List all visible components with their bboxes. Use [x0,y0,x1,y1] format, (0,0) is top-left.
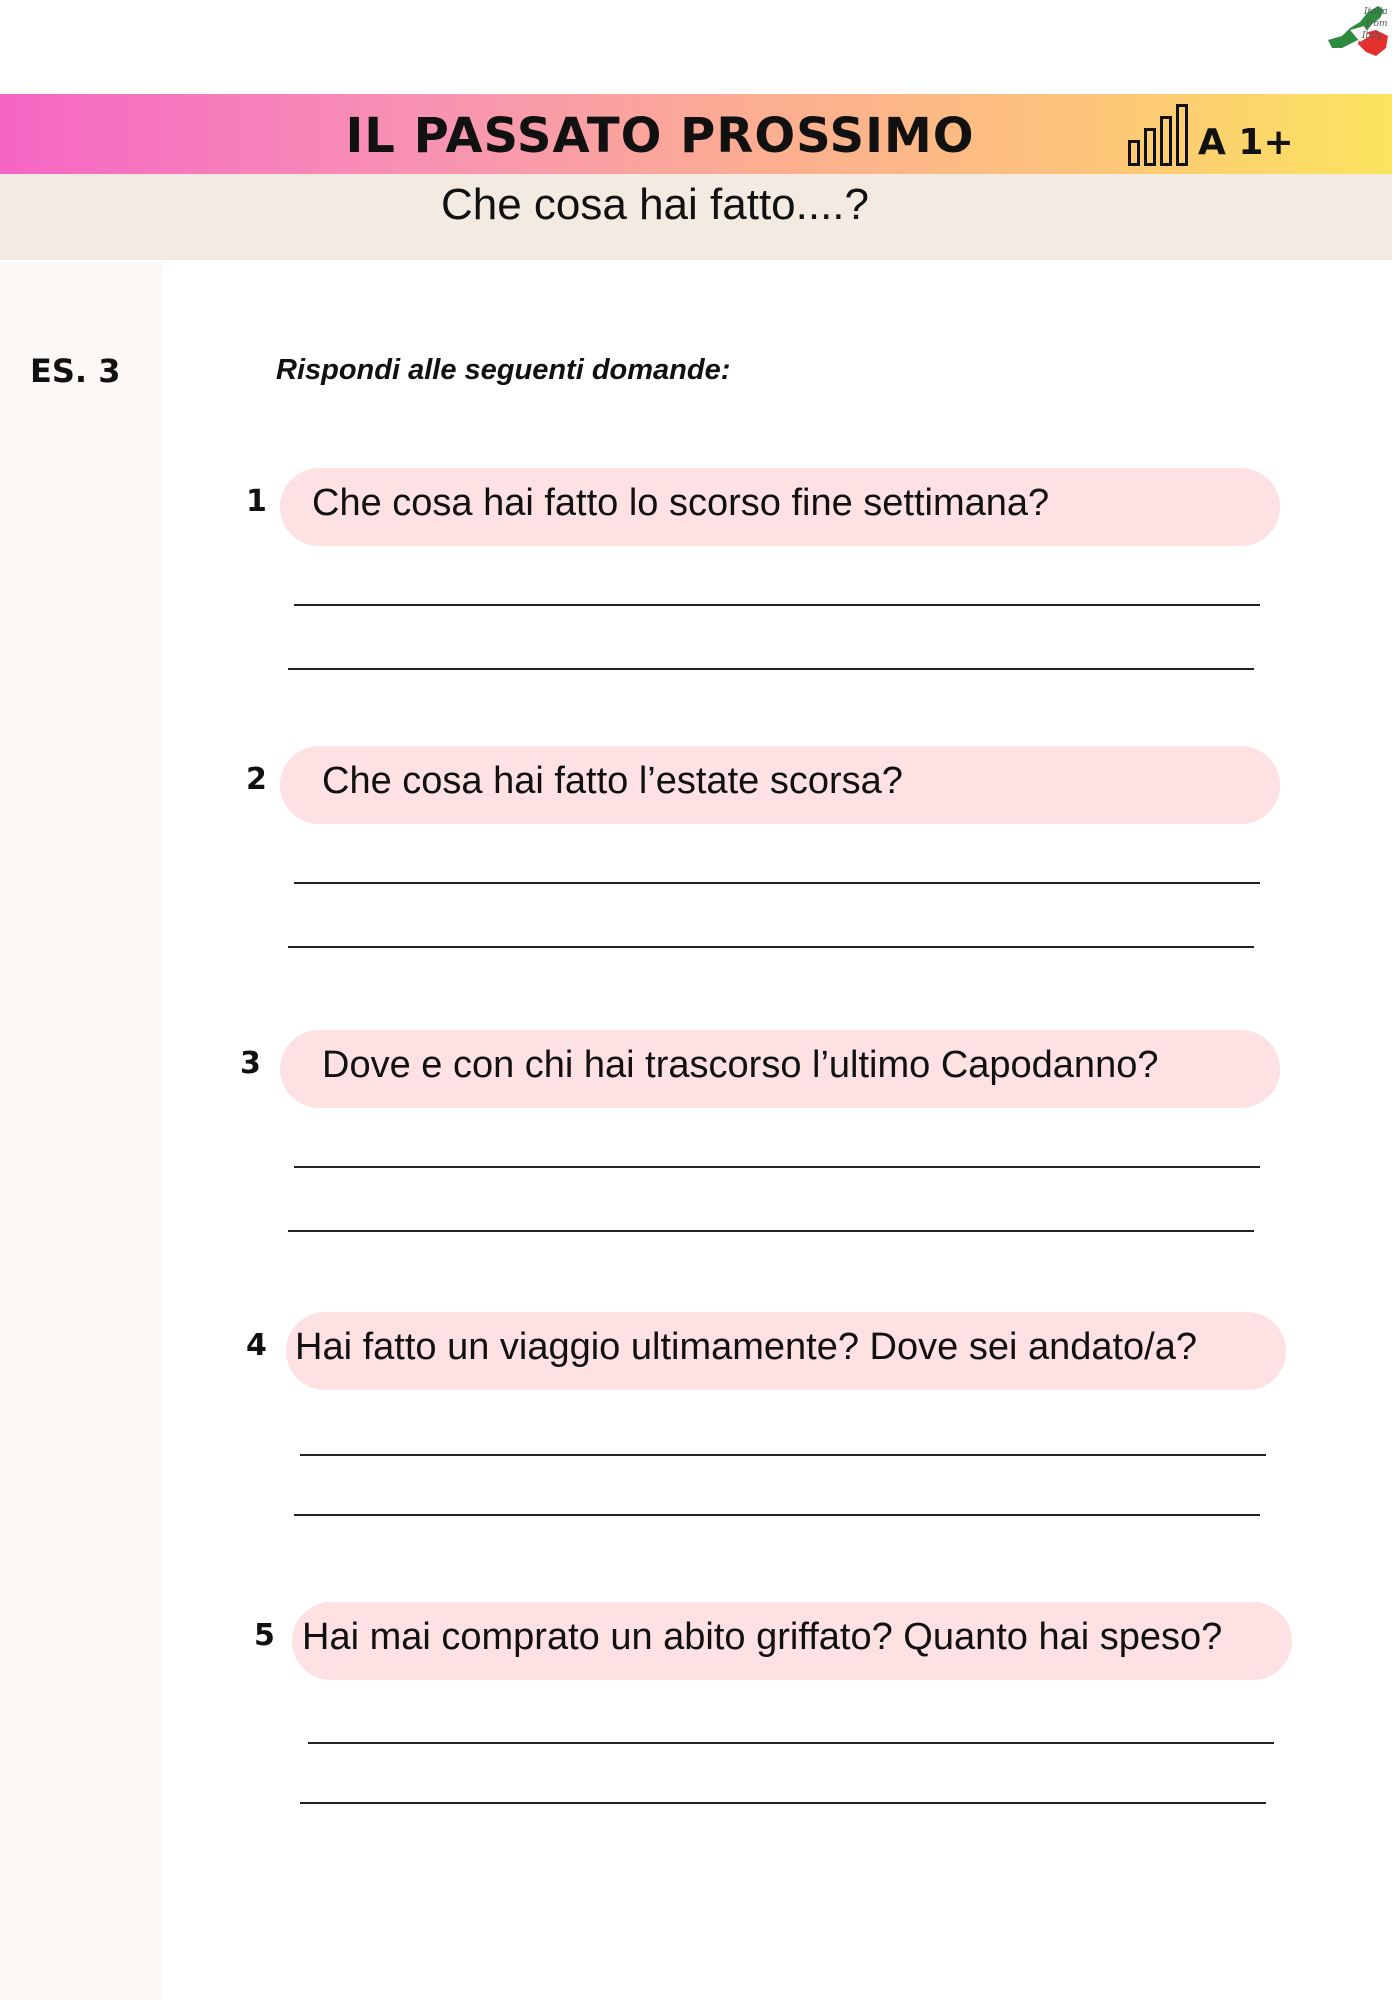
svg-text:Italia: Italia [1364,7,1388,17]
answer-line[interactable] [288,1230,1254,1232]
question-number: 1 [246,484,267,519]
answer-line[interactable] [308,1742,1274,1744]
svg-text:from: from [1366,19,1388,29]
question-number: 3 [240,1046,261,1081]
svg-text:Italy: Italy [1362,31,1383,41]
question-text: Che cosa hai fatto l’estate scorsa? [322,760,903,802]
question-number: 2 [246,762,267,797]
title-banner [0,94,1392,174]
exercise-instruction: Rispondi alle seguenti domande: [276,354,731,386]
level-label: A 1+ [1198,121,1294,163]
answer-line[interactable] [294,882,1260,884]
subtitle-band [0,174,1392,260]
question-text: Hai fatto un viaggio ultimamente? Dove sei andato/a? [295,1326,1197,1368]
answer-line[interactable] [294,1514,1260,1516]
page-title: IL PASSATO PROSSIMO [345,108,975,164]
question-text: Dove e con chi hai trascorso l’ultimo Capodanno? [322,1044,1159,1086]
left-sidebar-panel [0,262,163,2000]
answer-line[interactable] [300,1454,1266,1456]
question-text: Che cosa hai fatto lo scorso fine settimana? [312,482,1050,524]
answer-line[interactable] [300,1802,1266,1804]
signal-bars-icon [1128,104,1188,166]
level-indicator [1128,103,1294,167]
question-number: 4 [246,1328,267,1363]
answer-line[interactable] [294,604,1260,606]
answer-line[interactable] [288,668,1254,670]
answer-line[interactable] [294,1166,1260,1168]
italy-map-logo [1320,0,1392,62]
question-text: Hai mai comprato un abito griffato? Quanto hai speso? [302,1616,1223,1658]
exercise-label: ES. 3 [30,352,121,390]
question-number: 5 [254,1618,275,1653]
page-subtitle: Che cosa hai fatto....? [440,180,870,229]
answer-line[interactable] [288,946,1254,948]
